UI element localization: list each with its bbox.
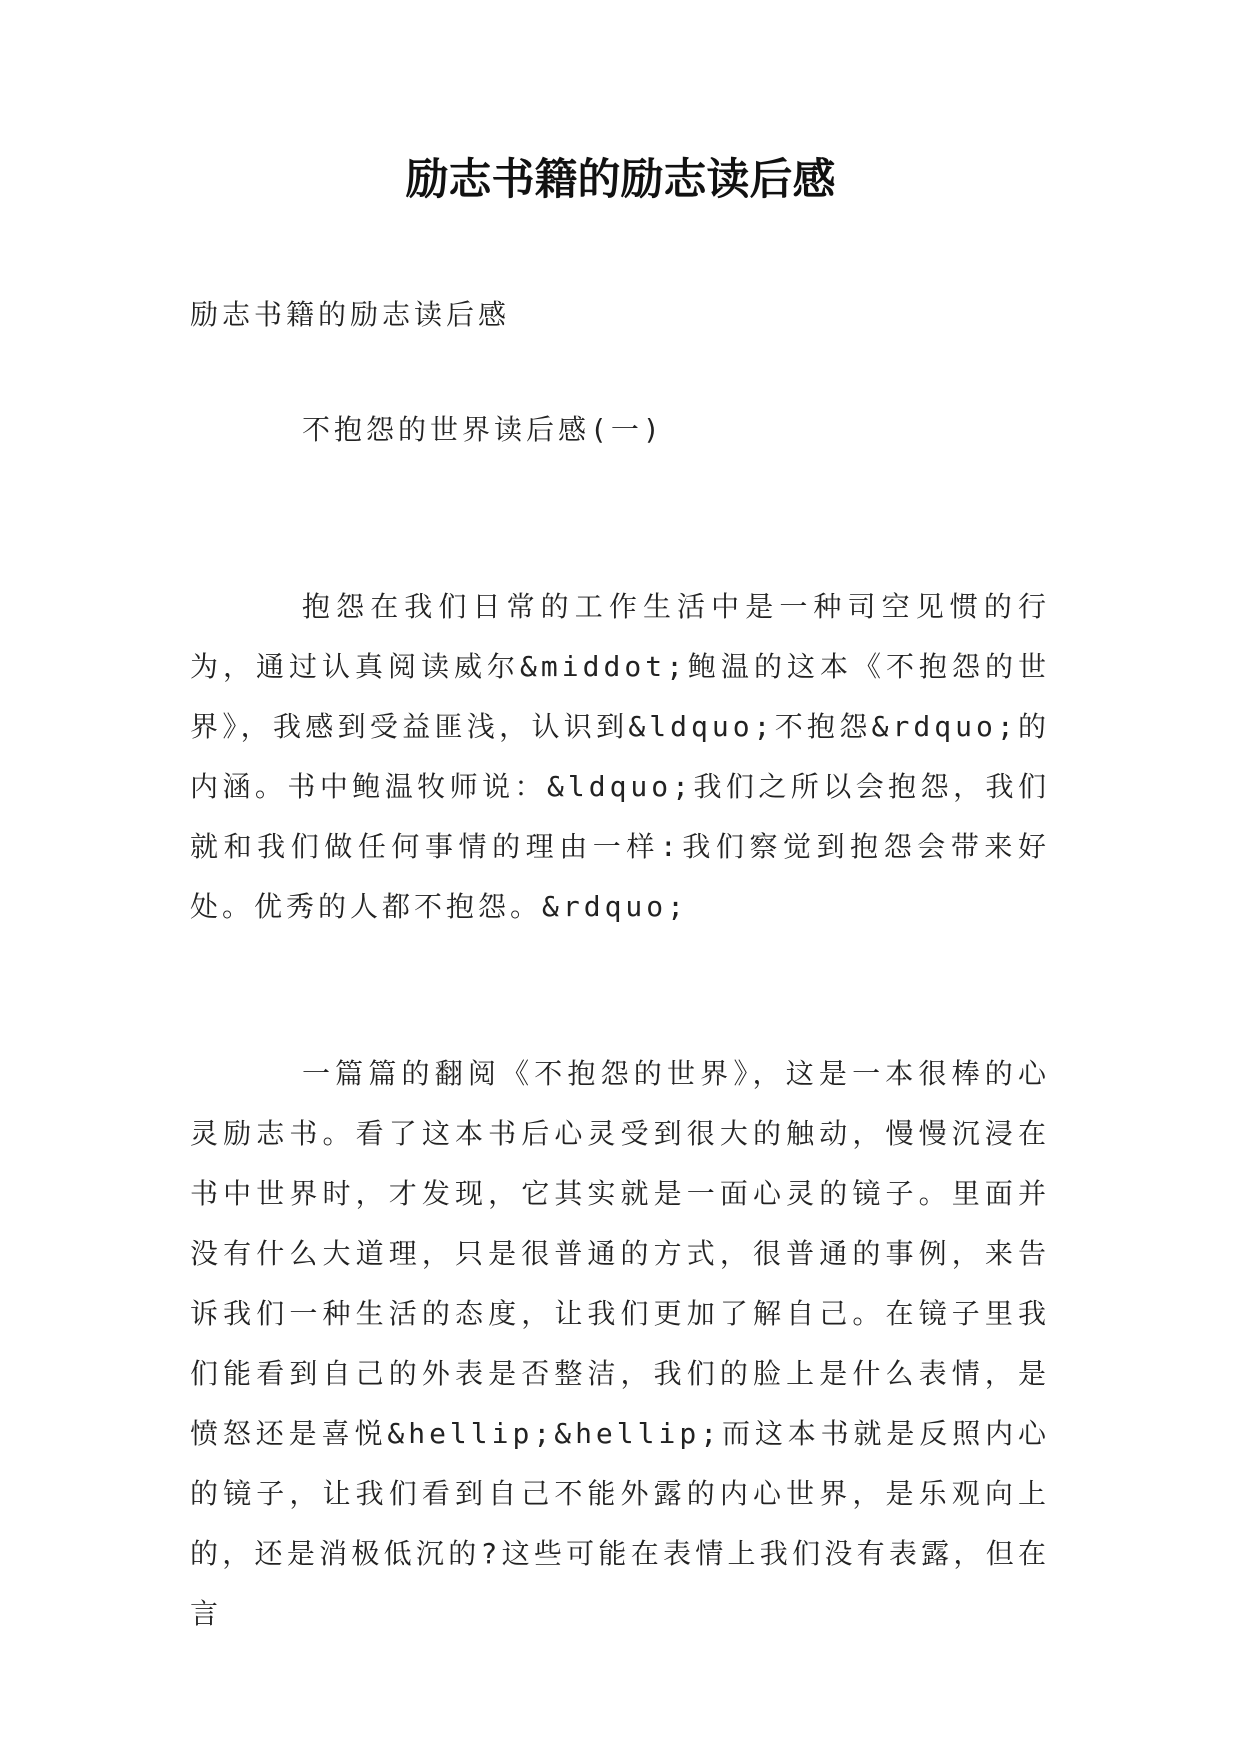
paragraph: 抱怨在我们日常的工作生活中是一种司空见惯的行为，通过认真阅读威尔&middot;鲍温的这本《不抱怨的世界》，我感到受益匪浅，认识到&ldquo;不抱怨&rdquo;的内涵。书中鲍温牧师说：&ldquo;我们之所以会抱怨，我们就和我们做任何事情的理由一样:我们察觉到抱怨会带来好处。优秀的人都不抱怨。&rdquo; (190, 590, 1050, 923)
document-subtitle: 励志书籍的励志读后感 (190, 298, 511, 331)
document-title: 励志书籍的励志读后感 (405, 155, 836, 205)
section-heading: 不抱怨的世界读后感(一) (302, 413, 664, 446)
paragraph: 一篇篇的翻阅《不抱怨的世界》，这是一本很棒的心灵励志书。看了这本书后心灵受到很大的触动，慢慢沉浸在书中世界时，才发现，它其实就是一面心灵的镜子。里面并没有什么大道理，只是很普通的方式，很普通的事例，来告诉我们一种生活的态度，让我们更加了解自己。在镜子里我们能看到自己的外表是否整洁，我们的脸上是什么表情，是愤怒还是喜悦&hellip;&hellip;而这本书就是反照内心的镜子，让我们看到自己不能外露的内心世界，是乐观向上的，还是消极低沉的?这些可能在表情上我们没有表露，但在言 (190, 1057, 1050, 1630)
